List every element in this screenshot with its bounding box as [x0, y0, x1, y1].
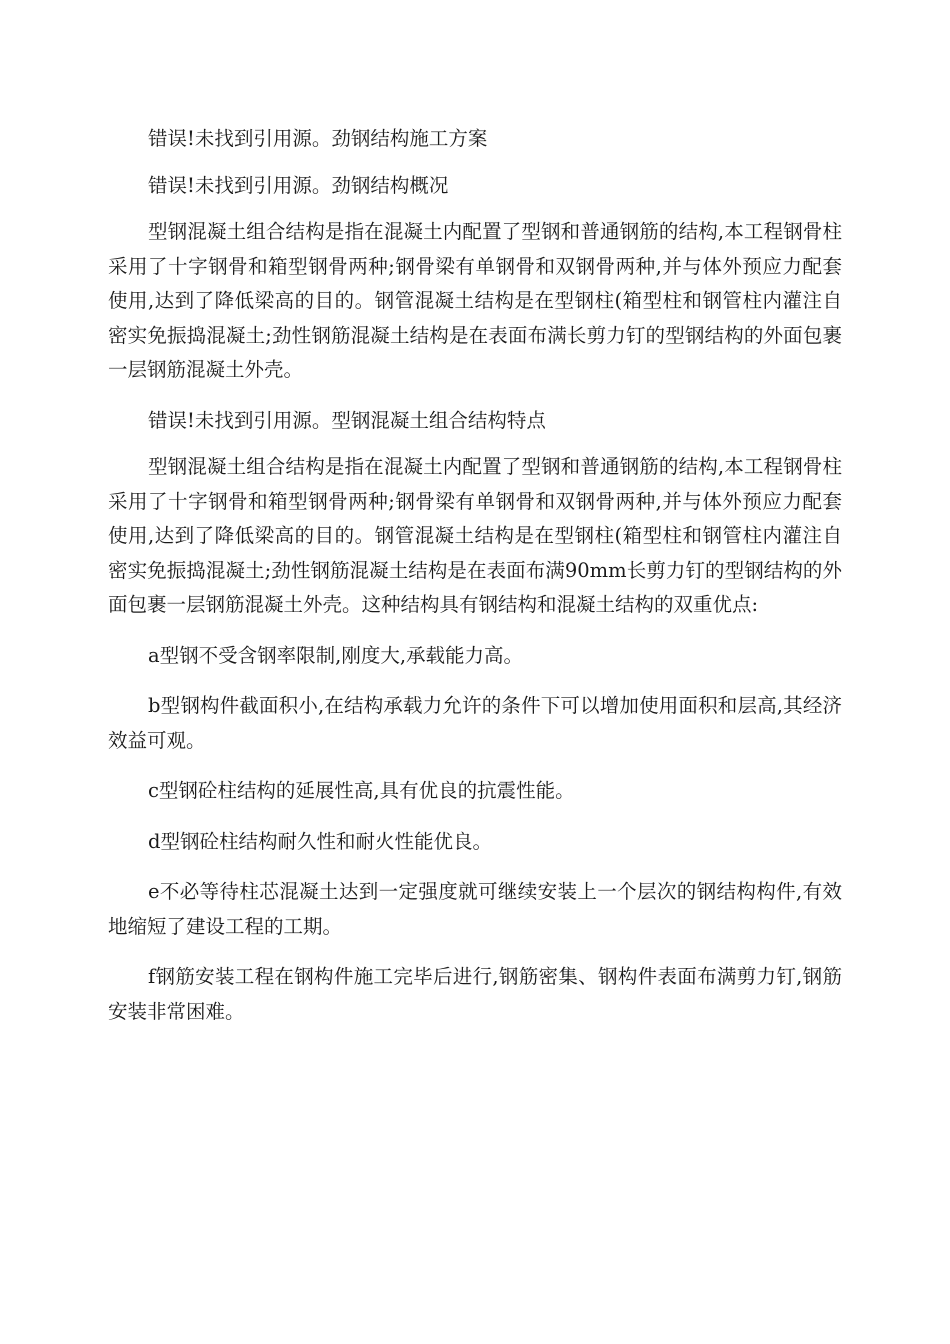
list-item-e: e不必等待柱芯混凝土达到一定强度就可继续安装上一个层次的钢结构构件,有效地缩短了建设工程的工期。: [108, 880, 842, 938]
list-item-a: a型钢不受含钢率限制,刚度大,承载能力高。: [148, 643, 524, 667]
list-item-b: b型钢构件截面积小,在结构承载力允许的条件下可以增加使用面积和层高,其经济效益可观。: [108, 694, 842, 752]
list-item-f: f钢筋安装工程在钢构件施工完毕后进行,钢筋密集、钢构件表面布满剪力钉,钢筋安装非常困难。: [108, 965, 842, 1023]
section-heading-overview: 错误!未找到引用源。劲钢结构概况: [148, 173, 449, 197]
section-heading-characteristics: 错误!未找到引用源。型钢混凝土组合结构特点: [148, 408, 546, 432]
paragraph-characteristics: 型钢混凝土组合结构是指在混凝土内配置了型钢和普通钢筋的结构,本工程钢骨柱采用了十字钢骨和箱型钢骨两种;钢骨梁有单钢骨和双钢骨两种,并与体外预应力配套使用,达到了降低梁高的目的。钢管混凝土结构是在型钢柱(箱型柱和钢管柱内灌注自密实免振捣混凝土;劲性钢筋混凝土结构是在表面布满90mm长剪力钉的型钢结构的外面包裹一层钢筋混凝土外壳。这种结构具有钢结构和混凝土结构的双重优点:: [108, 455, 842, 616]
paragraph-overview: 型钢混凝土组合结构是指在混凝土内配置了型钢和普通钢筋的结构,本工程钢骨柱采用了十字钢骨和箱型钢骨两种;钢骨梁有单钢骨和双钢骨两种,并与体外预应力配套使用,达到了降低梁高的目的。钢管混凝土结构是在型钢柱(箱型柱和钢管柱内灌注自密实免振捣混凝土;劲性钢筋混凝土结构是在表面布满长剪力钉的型钢结构的外面包裹一层钢筋混凝土外壳。: [108, 220, 842, 381]
section-heading-construction-plan: 错误!未找到引用源。劲钢结构施工方案: [148, 127, 488, 150]
list-item-c: c型钢砼柱结构的延展性高,具有优良的抗震性能。: [148, 779, 575, 802]
list-item-d: d型钢砼柱结构耐久性和耐火性能优良。: [148, 829, 492, 853]
document-body: [108, 122, 842, 1045]
